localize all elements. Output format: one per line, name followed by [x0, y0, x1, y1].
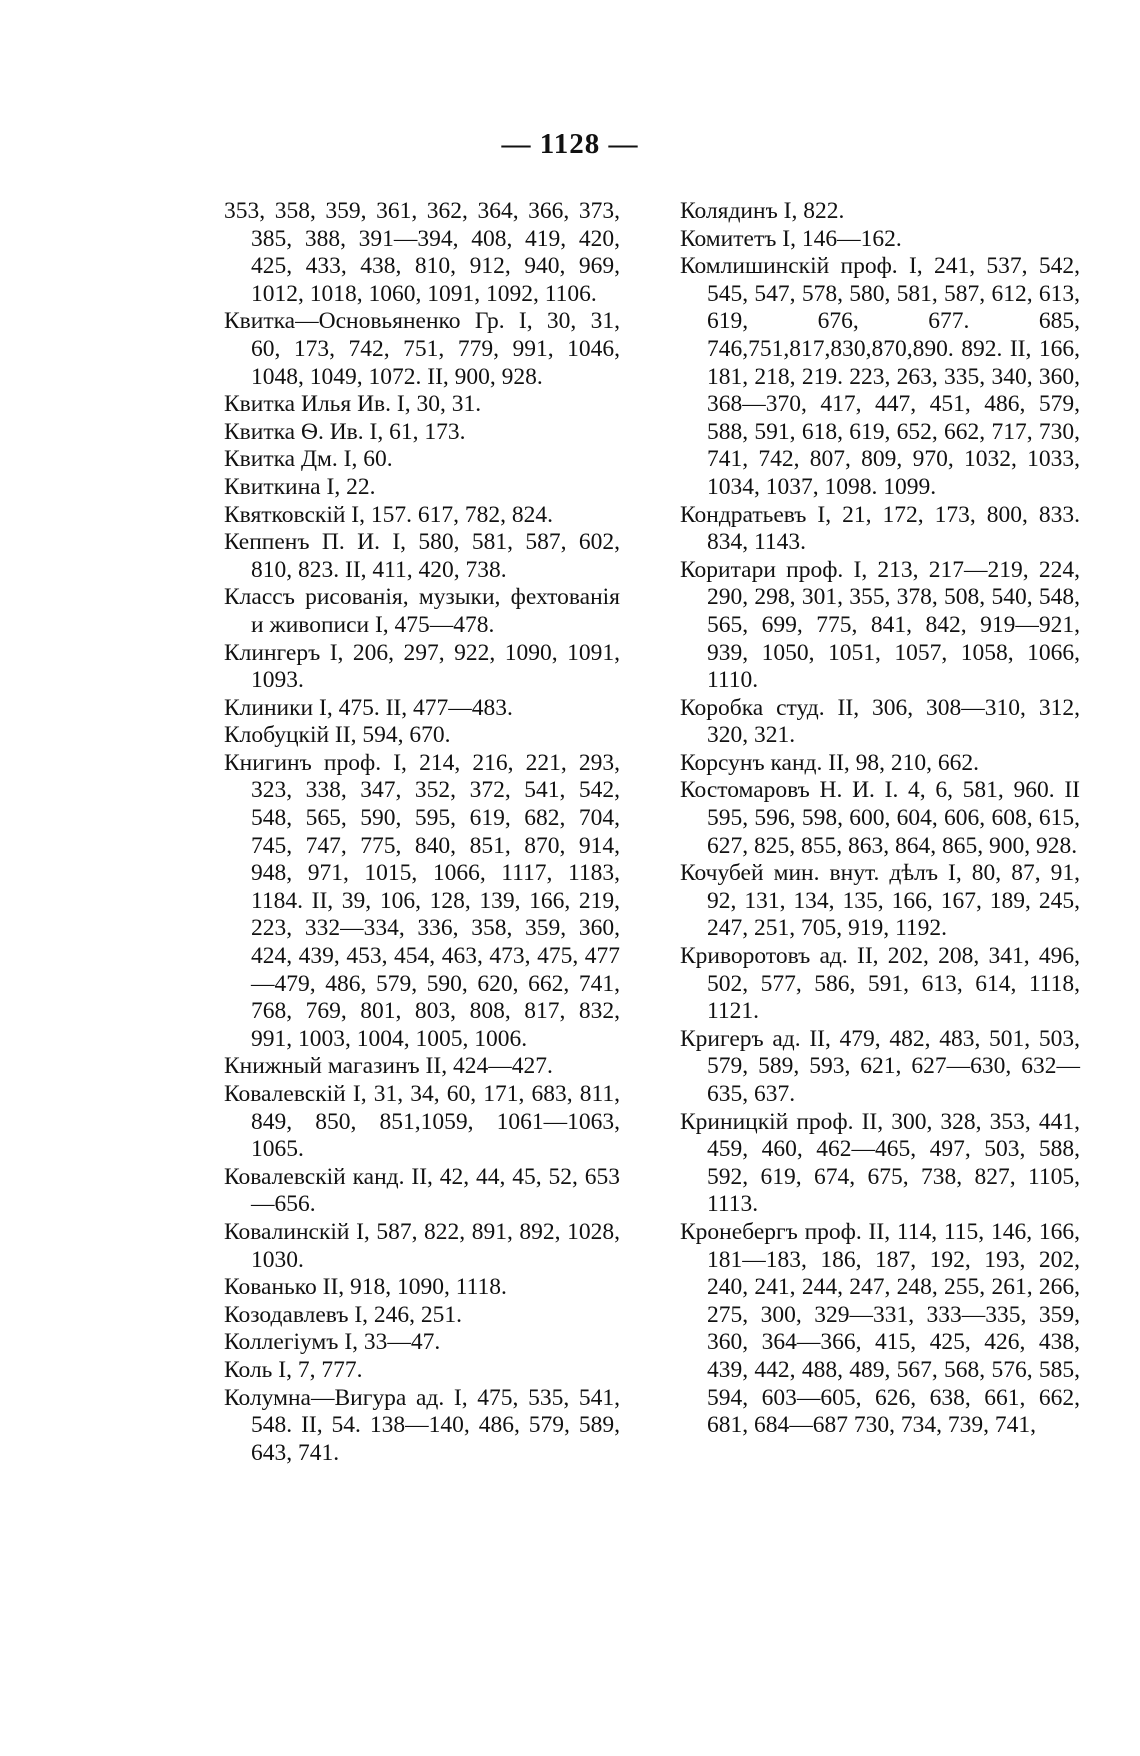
index-entry: Комитетъ I, 146—162.: [680, 225, 902, 252]
index-entry: Козодавлевъ I, 246, 251.: [224, 1301, 463, 1328]
index-column-right: [680, 198, 1080, 1440]
index-entry: Коритари проф. I, 213, 217—219, 224, 290, 298, 301, 355, 378, 508, 540, 548, 565, 699, 775, 841, 842, 919—921, 939, 1050, 1051, 1057, 1058, 1066, 1110.: [680, 556, 1080, 694]
index-entry: Ковалевскій I, 31, 34, 60, 171, 683, 811, 849, 850, 851,1059, 1061—1063, 1065.: [224, 1081, 620, 1163]
index-column-left: [224, 198, 620, 1467]
index-entry: Книгинъ проф. I, 214, 216, 221, 293, 323, 338, 347, 352, 372, 541, 542, 548, 565, 590, 595, 619, 682, 704, 745, 747, 775, 840, 851, 870, 914, 948, 971, 1015, 1066, 1117, 1183, 1184. II, 39, 106, 128, 139, 166, 219, 223, 332—334, 336, 358, 359, 360, 424, 439, 453, 454, 463, 473, 475, 477—479, 486, 579, 590, 620, 662, 741, 768, 769, 801, 803, 808, 817, 832, 991, 1003, 1004, 1005, 1006.: [224, 749, 620, 1052]
index-entry: Кеппенъ П. И. I, 580, 581, 587, 602, 810, 823. II, 411, 420, 738.: [224, 529, 620, 583]
index-entry: Кованько II, 918, 1090, 1118.: [224, 1274, 507, 1301]
index-entry: Квитка Ѳ. Ив. I, 61, 173.: [224, 418, 466, 445]
index-entry: Квятковскій I, 157. 617, 782, 824.: [224, 501, 553, 528]
index-entry: Клингеръ I, 206, 297, 922, 1090, 1091, 1093.: [224, 639, 620, 694]
index-entry: Квиткина I, 22.: [224, 473, 376, 500]
index-entry: Ковалинскій I, 587, 822, 891, 892, 1028, 1030.: [224, 1218, 620, 1273]
index-entry: Книжный магазинъ II, 424—427.: [224, 1053, 553, 1080]
index-entry: Кронебергъ проф. II, 114, 115, 146, 166, 181—183, 186, 187, 192, 193, 202, 240, 241, 244, 247, 248, 255, 261, 266, 275, 300, 329—331, 333—335, 359, 360, 364—366, 415, 425, 426, 438, 439, 442, 488, 489, 567, 568, 576, 585, 594, 603—605, 626, 638, 661, 662, 681, 684—687 730, 734, 739, 741,: [680, 1218, 1080, 1439]
index-entry: Кригеръ ад. II, 479, 482, 483, 501, 503, 579, 589, 593, 621, 627—630, 632—635, 637.: [680, 1025, 1080, 1107]
index-entry: Квитка—Основьяненко Гр. I, 30, 31, 60, 173, 742, 751, 779, 991, 1046, 1048, 1049, 1072. II, 900, 928.: [224, 308, 620, 390]
index-entry: Клобуцкій II, 594, 670.: [224, 722, 451, 749]
index-entry: Квитка Дм. I, 60.: [224, 446, 393, 473]
index-entry: Кондратьевъ I, 21, 172, 173, 800, 833. 834, 1143.: [680, 501, 1080, 556]
index-entry: Корсунъ канд. II, 98, 210, 662.: [680, 749, 980, 776]
index-entry: Коллегіумъ I, 33—47.: [224, 1329, 441, 1356]
index-entry: Костомаровъ Н. И. I. 4, 6, 581, 960. II 595, 596, 598, 600, 604, 606, 608, 615, 627, 825, 855, 863, 864, 865, 900, 928.: [680, 777, 1080, 859]
index-entry: Коль I, 7, 777.: [224, 1356, 363, 1383]
index-entry: Ковалевскій канд. II, 42, 44, 45, 52, 653—656.: [224, 1163, 620, 1218]
index-entry: Колумна—Вигура ад. I, 475, 535, 541, 548. II, 54. 138—140, 486, 579, 589, 643, 741.: [224, 1384, 620, 1466]
index-entry: Колядинъ I, 822.: [680, 198, 845, 224]
index-entry: Кочубей мин. внут. дѣлъ I, 80, 87, 91, 92, 131, 134, 135, 166, 167, 189, 245, 247, 251, 705, 919, 1192.: [680, 860, 1080, 942]
index-entry: Криворотовъ ад. II, 202, 208, 341, 496, 502, 577, 586, 591, 613, 614, 1118, 1121.: [680, 943, 1080, 1025]
index-entry: Коробка студ. II, 306, 308—310, 312, 320, 321.: [680, 694, 1080, 749]
index-entry: Криницкій проф. II, 300, 328, 353, 441, 459, 460, 462—465, 497, 503, 588, 592, 619, 674, 675, 738, 827, 1105, 1113.: [680, 1108, 1080, 1218]
page-number: — 1128 —: [501, 128, 639, 160]
index-entry: Клиники I, 475. II, 477—483.: [224, 694, 513, 721]
index-entry: Классъ рисованія, музыки, фехтованія и живописи I, 475—478.: [224, 584, 620, 638]
index-entry: Комлишинскій проф. I, 241, 537, 542, 545, 547, 578, 580, 581, 587, 612, 613, 619, 676, 677. 685, 746,751,817,830,870,890. 892. II, 166, 181, 218, 219. 223, 263, 335, 340, 360, 368—370, 417, 447, 451, 486, 579, 588, 591, 618, 619, 652, 662, 717, 730, 741, 742, 807, 809, 970, 1032, 1033, 1034, 1037, 1098. 1099.: [680, 253, 1080, 500]
index-entry: 353, 358, 359, 361, 362, 364, 366, 373, 385, 388, 391—394, 408, 419, 420, 425, 433, 438, 810, 912, 940, 969, 1012, 1018, 1060, 1091, 1092, 1106.: [224, 198, 620, 307]
index-entry: Квитка Илья Ив. I, 30, 31.: [224, 391, 482, 418]
